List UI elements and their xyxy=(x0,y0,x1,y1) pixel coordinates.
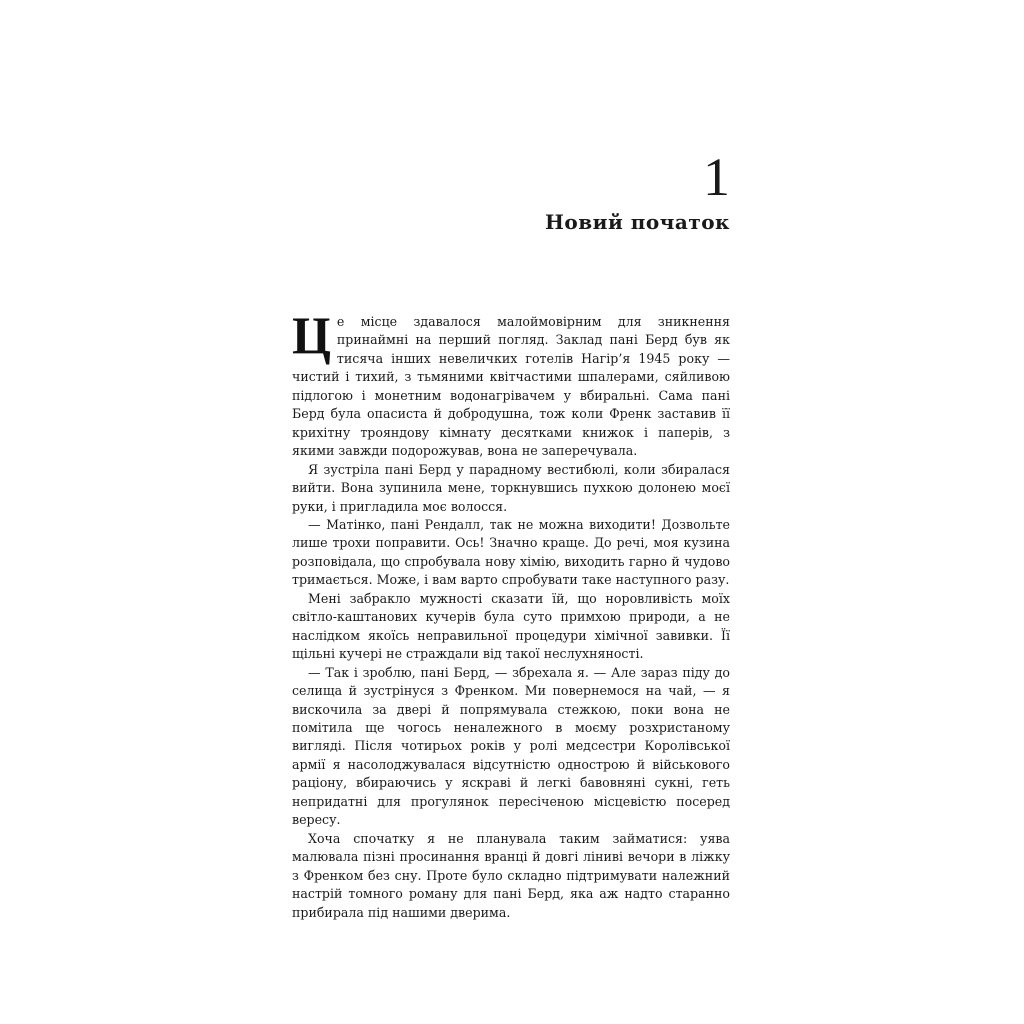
book-page xyxy=(292,147,730,922)
paragraph-text: е місце здавалося малоймовірним для зникнення принаймні на перший погляд. Заклад пані Берд був як тисяча інших невеличких готелів Нагір’я 1945 року — чистий і тихий, з тьмяними квітчастими шпалерами, сяйливою підлогою і монетним водонагрівачем у вбиральні. Сама пані Берд була опасиста й добродушна, тож коли Френк заставив її крихітну трояндову кімнату десятками книжок і паперів, з якими завжди подорожував, вона не заперечувала. xyxy=(292,314,730,459)
drop-cap: Ц xyxy=(292,305,331,365)
chapter-body xyxy=(292,305,730,922)
paragraph: Я зустріла пані Берд у парадному вестибюлі, коли збиралася вийти. Вона зупинила мене, торкнувшись пухкою долонею моєї руки, і пригладила моє волосся. xyxy=(292,461,730,514)
paragraph: — Матінко, пані Рендалл, так не можна виходити! Дозвольте лише трохи поправити. Ось! Значно краще. До речі, моя кузина розповідала, що спробувала нову хімію, виходить гарно й чудово тримається. Може, і вам варто спробувати таке наступного разу. xyxy=(292,516,730,588)
chapter-number: 1 xyxy=(703,147,730,207)
paragraph: Мені забракло мужності сказати їй, що норовливість моїх світло-каштанових кучерів була суто примхою природи, а не наслідком якоїсь неправильної процедури хімічної завивки. Її щільні кучері не страждали від такої неслухняності. xyxy=(292,590,730,662)
chapter-title: Новий початок xyxy=(544,210,730,234)
paragraph xyxy=(292,305,730,461)
paragraph: — Так і зроблю, пані Берд, — збрехала я. — Але зараз піду до селища й зустрінуся з Френком. Ми повернемося на чай, — я вискочила за двері й попрямувала стежкою, поки вона не помітила ще чогось неналежного в моєму розхристаному вигляді. Після чотирьох років у ролі медсестри Королівської армії я насолоджувалася відсутністю однострою й військового раціону, вбираючись у яскраві й легкі бавовняні сукні, геть непридатні для прогулянок пересіченою місцевістю посеред вересу. xyxy=(292,664,730,828)
paragraph: Хоча спочатку я не планувала таким займатися: уява малювала пізні просинання вранці й довгі ліниві вечори в ліжку з Френком без сну. Проте було складно підтримувати належний настрій томного роману для пані Берд, яка аж надто старанно прибирала під нашими дверима. xyxy=(292,830,730,920)
